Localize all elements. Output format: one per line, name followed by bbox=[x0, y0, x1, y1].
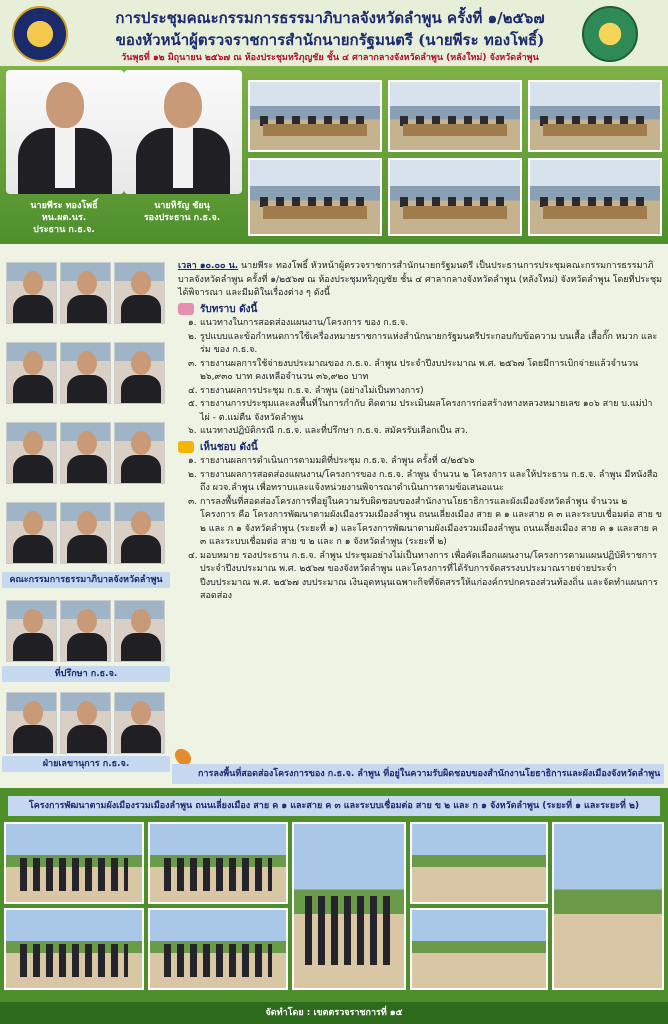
vice-chairman-role: รองประธาน ก.ธ.จ. bbox=[143, 213, 221, 223]
chairman-portrait bbox=[6, 70, 124, 194]
committee-photo-column bbox=[0, 256, 172, 776]
meeting-time: เวลา ๑๐.๐๐ น. bbox=[178, 261, 239, 271]
committee-member-photo bbox=[60, 422, 111, 484]
meeting-summary bbox=[172, 256, 668, 766]
committee-member-photo bbox=[6, 422, 57, 484]
committee-member-photo bbox=[114, 502, 165, 564]
handshake-icon bbox=[178, 303, 194, 315]
committee-member-photo bbox=[60, 502, 111, 564]
committee-member-photo bbox=[114, 262, 165, 324]
site-visit-photo bbox=[292, 822, 406, 990]
acknowledge-heading-label: รับทราบ ดังนี้ bbox=[200, 303, 258, 315]
page-title-line2: ของหัวหน้าผู้ตรวจราชการสำนักนายกรัฐมนตรี (นายพีระ ทองโพธิ์) bbox=[115, 31, 545, 49]
footer-credit: จัดทำโดย : เขตตรวจราชการที่ ๑๕ bbox=[0, 1002, 668, 1024]
road-photo bbox=[410, 822, 548, 904]
advisor-photo bbox=[6, 600, 57, 662]
list-item: ๕. รายงานการประชุมและลงพื้นที่ในการกำกับ ติดตาม ประเมินผลโครงการก่อสร้างทางหลวงหมายเลข ๑๐๖ สาย บ.แม่ป่าไผ่ - ต.แม่ตืน จังหวัดลำพูน bbox=[188, 399, 653, 423]
list-item: ๖. แนวทางปฏิบัติกรณี ก.ธ.จ. และที่ปรึกษา ก.ธ.จ. สมัครรับเลือกเป็น สว. bbox=[188, 426, 468, 436]
intro-text: นายพีระ ทองโพธิ์ หัวหน้าผู้ตรวจราชการสำนักนายกรัฐมนตรี เป็นประธานการประชุมคณะกรรมการธรรมาภิบาลจังหวัดลำพูน ครั้งที่ ๑/๒๕๖๗ ณ ห้องประชุมหริภุญชัย ชั้น ๔ ศาลากลางจังหวัดลำพูน (หลังใหม่) จังหวัดลำพูน โดยที่ประชุมได้พิจารณา และมีมติในเรื่องต่าง ๆ ดังนี้ bbox=[178, 261, 663, 298]
site-visit-caption: การลงพื้นที่สอดส่องโครงการของ ก.ธ.จ. ลำพูน ที่อยู่ในความรับผิดชอบของสำนักงานโยธาธิการและผังเมืองจังหวัดลำพูน bbox=[172, 764, 664, 784]
chairman-label bbox=[4, 200, 124, 236]
list-item: ๓. การลงพื้นที่สอดส่องโครงการที่อยู่ในความรับผิดชอบของสำนักงานโยธาธิการและผังเมืองจังหวัดลำพูน จำนวน ๒ โครงการ คือ โครงการพัฒนาตามผังเมืองรวมเมืองลำพูน ถนนเลี่ยงเมือง สาย ค ๑ และสาย ค ๓ และระบบเชื่อมต่อ สาย ข ๒ และ ก ๑ จังหวัดลำพูน (ระยะที่ ๑) และโครงการพัฒนาตามผังเมืองรวมเมืองลำพูน ถนนเลี่ยงเมือง สาย ค ๑ และสาย ค ๓ และระบบเชื่อมต่อ สาย ข ๒ และ ก ๑ จังหวัดลำพูน (ระยะที่ ๒) bbox=[188, 496, 662, 547]
committee-member-photo bbox=[6, 342, 57, 404]
approve-heading bbox=[178, 441, 662, 455]
list-item: ๑. แนวทางในการสอดส่องแผนงาน/โครงการ ของ ก.ธ.จ. bbox=[188, 318, 409, 328]
vice-chairman-name: นายหิรัญ ชัยนุ bbox=[154, 201, 210, 211]
meeting-photo bbox=[528, 80, 662, 152]
header bbox=[0, 0, 668, 66]
meeting-photo bbox=[388, 80, 522, 152]
list-item: ๒. รูปแบบและข้อกำหนดการใช้เครื่องหมายราชการแห่งสำนักนายกรัฐมนตรีประกอบกับข้อความ บนเสื้อ เสื้อกั๊ก หมวก และ ร่ม ของ ก.ธ.จ. bbox=[188, 331, 658, 355]
site-visit-photo bbox=[4, 822, 144, 904]
committee-member-photo bbox=[114, 342, 165, 404]
committee-member-photo bbox=[60, 262, 111, 324]
chairman-role: ประธาน ก.ธ.จ. bbox=[33, 225, 95, 235]
secretariat-photo bbox=[6, 692, 57, 754]
committee-member-photo bbox=[60, 342, 111, 404]
vice-chairman-label bbox=[122, 200, 242, 224]
list-item: ๔. รายงานผลการประชุม ก.ธ.จ. ลำพูน (อย่างไม่เป็นทางการ) bbox=[188, 385, 424, 396]
chairman-position: หน.ผต.นร. bbox=[41, 213, 87, 223]
intro-paragraph bbox=[178, 260, 662, 301]
project-title-bar: โครงการพัฒนาตามผังเมืองรวมเมืองลำพูน ถนนเลี่ยงเมือง สาย ค ๑ และสาย ค ๓ และระบบเชื่อมต่อ สาย ข ๒ และ ก ๑ จังหวัดลำพูน (ระยะที่ ๑ และระยะที่ ๒) bbox=[8, 796, 660, 816]
list-item: ๔. มอบหมาย รองประธาน ก.ธ.จ. ลำพูน ประชุมอย่างไม่เป็นทางการ เพื่อคัดเลือกแผนงาน/โครงการตามแผนปฏิบัติราชการประจำปีงบประมาณ พ.ศ. ๒๕๖๗ ของจังหวัดลำพูน และโครงการที่ได้รับการจัดสรรงบประมาณรายจ่ายประจำปีงบประมาณ พ.ศ. ๒๕๖๗ งบประมาณ เงินอุดหนุนเฉพาะกิจที่จัดสรรให้แก่องค์กรปกครองส่วนท้องถิ่น และจัดทำแผนการสอดส่อง bbox=[188, 550, 658, 601]
meeting-photo bbox=[388, 158, 522, 236]
approve-heading-label: เห็นชอบ ดังนี้ bbox=[200, 441, 258, 453]
advisor-photo bbox=[114, 600, 165, 662]
meeting-date-location: วันพุธที่ ๑๒ มิถุนายน ๒๕๖๗ ณ ห้องประชุมหริภุญชัย ชั้น ๔ ศาลากลางจังหวัดลำพูน (หลังใหม่) จังหวัดลำพูน bbox=[121, 53, 539, 63]
lamphun-province-seal-icon bbox=[582, 6, 638, 62]
committee-member-photo bbox=[114, 422, 165, 484]
meeting-photo bbox=[248, 80, 382, 152]
list-item: ๒. รายงานผลการสอดส่องแผนงาน/โครงการของ ก.ธ.จ. ลำพูน จำนวน ๒ โครงการ และให้ประธาน ก.ธ.จ. ลำพูน มีหนังสือถึง ผวจ.ลำพูน เพื่อทราบและแจ้งหน่วยงานพิจารณาดำเนินการตามข้อเสนอแนะ bbox=[188, 469, 658, 493]
site-visit-photo bbox=[148, 908, 288, 990]
road-photo bbox=[552, 822, 664, 990]
secretariat-photo bbox=[114, 692, 165, 754]
secretariat-photo bbox=[60, 692, 111, 754]
meeting-photo bbox=[248, 158, 382, 236]
site-visit-photo bbox=[4, 908, 144, 990]
chairman-name: นายพีระ ทองโพธิ์ bbox=[30, 201, 98, 211]
advisors-caption: ที่ปรึกษา ก.ธ.จ. bbox=[2, 666, 170, 682]
page-title-line1: การประชุมคณะกรรมการธรรมาภิบาลจังหวัดลำพูน ครั้งที่ ๑/๒๕๖๗ bbox=[115, 9, 545, 27]
road-photo bbox=[410, 908, 548, 990]
committee-member-photo bbox=[6, 262, 57, 324]
committee-member-photo bbox=[6, 502, 57, 564]
vice-chairman-portrait bbox=[124, 70, 242, 194]
acknowledge-heading bbox=[178, 303, 662, 317]
committee-caption: คณะกรรมการธรรมาภิบาลจังหวัดลำพูน bbox=[2, 572, 170, 588]
prime-minister-office-logo-icon bbox=[12, 6, 68, 62]
secretariat-caption: ฝ่ายเลขานุการ ก.ธ.จ. bbox=[2, 756, 170, 772]
thumbs-up-icon bbox=[178, 441, 194, 453]
site-visit-photo bbox=[148, 822, 288, 904]
list-item: ๑. รายงานผลการดำเนินการตามมติที่ประชุม ก.ธ.จ. ลำพูน ครั้งที่ ๔/๒๕๖๖ bbox=[188, 456, 475, 466]
list-item: ๓. รายงานผลการใช้จ่ายงบประมาณของ ก.ธ.จ. ลำพูน ประจำปีงบประมาณ พ.ศ. ๒๕๖๗ โดยมีการเบิกจ่ายแล้วจำนวน ๒๖,๙๓๐ บาท คงเหลือจำนวน ๓๖,๙๒๐ บาท bbox=[188, 358, 639, 382]
meeting-photo bbox=[528, 158, 662, 236]
advisor-photo bbox=[60, 600, 111, 662]
